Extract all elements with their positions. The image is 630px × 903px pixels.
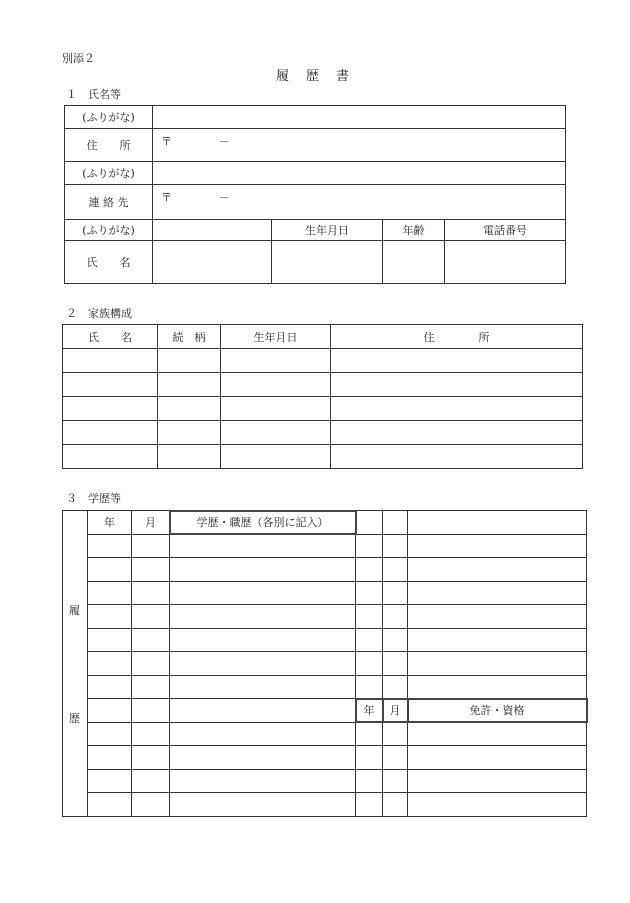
family-cell[interactable] <box>221 421 331 445</box>
table-row <box>63 769 587 793</box>
history-cell[interactable] <box>132 581 170 605</box>
license-cell[interactable] <box>383 746 408 770</box>
history-cell[interactable] <box>88 793 132 817</box>
table-row <box>63 373 583 397</box>
history-cell[interactable] <box>383 652 408 676</box>
table-row <box>63 581 587 605</box>
family-birthdate-header: 生年月日 <box>221 325 331 349</box>
postal-mark: 〒 <box>161 191 172 204</box>
history-cell[interactable] <box>356 558 383 582</box>
family-cell[interactable] <box>158 397 221 421</box>
history-cell[interactable] <box>88 699 132 723</box>
license-cell[interactable] <box>356 769 383 793</box>
family-cell[interactable] <box>221 397 331 421</box>
table-row <box>63 699 587 723</box>
history-cell[interactable] <box>356 675 383 699</box>
history-cell[interactable] <box>88 534 132 558</box>
history-cell[interactable] <box>356 511 383 535</box>
family-cell[interactable] <box>221 373 331 397</box>
license-month-header: 月 <box>383 699 408 723</box>
furigana-label: (ふりがな) <box>65 162 153 185</box>
history-cell[interactable] <box>132 793 170 817</box>
table-row <box>63 349 583 373</box>
history-side-label-top: 履 <box>69 604 80 617</box>
history-month-header: 月 <box>132 511 170 535</box>
family-cell[interactable] <box>158 445 221 469</box>
table-row <box>63 722 587 746</box>
family-cell[interactable] <box>331 349 583 373</box>
history-cell[interactable] <box>88 746 132 770</box>
history-cell[interactable] <box>383 534 408 558</box>
table-row <box>63 628 587 652</box>
license-cell[interactable] <box>383 722 408 746</box>
history-cell[interactable] <box>408 558 587 582</box>
family-name-header: 氏 名 <box>63 325 158 349</box>
history-cell[interactable] <box>132 746 170 770</box>
name-label: 氏 名 <box>65 241 153 284</box>
birthdate-input[interactable] <box>272 241 383 284</box>
history-cell[interactable] <box>88 675 132 699</box>
history-cell[interactable] <box>88 605 132 629</box>
history-cell[interactable] <box>408 605 587 629</box>
table-row <box>63 558 587 582</box>
table-row <box>63 421 583 445</box>
history-cell[interactable] <box>132 558 170 582</box>
section1-heading: １ 氏名等 <box>66 88 121 101</box>
license-cell[interactable] <box>356 793 383 817</box>
history-cell[interactable] <box>170 605 356 629</box>
address-label: 住 所 <box>65 129 153 162</box>
history-cell[interactable] <box>132 652 170 676</box>
family-cell[interactable] <box>63 421 158 445</box>
license-cell[interactable] <box>383 793 408 817</box>
history-cell[interactable] <box>170 769 356 793</box>
history-cell[interactable] <box>356 605 383 629</box>
history-cell[interactable] <box>408 581 587 605</box>
history-cell[interactable] <box>408 534 587 558</box>
family-cell[interactable] <box>221 445 331 469</box>
history-cell[interactable] <box>132 628 170 652</box>
table-row <box>63 746 587 770</box>
contact-label: 連 絡 先 <box>65 185 153 220</box>
age-input[interactable] <box>383 241 445 284</box>
family-table <box>62 324 583 469</box>
family-cell[interactable] <box>158 421 221 445</box>
family-cell[interactable] <box>63 397 158 421</box>
history-cell[interactable] <box>356 534 383 558</box>
family-relation-header: 続 柄 <box>158 325 221 349</box>
family-cell[interactable] <box>331 421 583 445</box>
age-header: 年齢 <box>383 220 445 241</box>
personal-info-table <box>64 105 566 284</box>
history-side-label-bottom: 歴 <box>69 712 80 725</box>
history-cell[interactable] <box>408 628 587 652</box>
license-cell[interactable] <box>408 722 587 746</box>
history-cell[interactable] <box>170 793 356 817</box>
page-title: 履 歴 書 <box>276 69 352 84</box>
license-year-header: 年 <box>356 699 383 723</box>
table-row <box>63 397 583 421</box>
postal-dash: － <box>219 191 230 204</box>
furigana-input[interactable] <box>153 106 566 129</box>
history-cell[interactable] <box>132 722 170 746</box>
history-cell[interactable] <box>170 675 356 699</box>
history-cell[interactable] <box>132 605 170 629</box>
license-header: 免許・資格 <box>408 699 587 723</box>
family-cell[interactable] <box>331 445 583 469</box>
family-cell[interactable] <box>63 373 158 397</box>
history-cell[interactable] <box>132 769 170 793</box>
history-content-header: 学歴・職歴（各別に記入） <box>170 511 356 535</box>
history-cell[interactable] <box>88 769 132 793</box>
history-cell[interactable] <box>356 628 383 652</box>
history-cell[interactable] <box>408 652 587 676</box>
family-cell[interactable] <box>63 349 158 373</box>
table-row <box>63 675 587 699</box>
postal-mark: 〒 <box>161 135 172 148</box>
history-side-cell <box>63 511 88 817</box>
section2-heading: ２ 家族構成 <box>66 307 132 320</box>
family-cell[interactable] <box>331 373 583 397</box>
history-cell[interactable] <box>132 699 170 723</box>
history-cell[interactable] <box>170 652 356 676</box>
furigana-input[interactable] <box>153 220 272 241</box>
history-cell[interactable] <box>170 699 356 723</box>
table-row <box>63 445 583 469</box>
history-cell[interactable] <box>383 605 408 629</box>
history-cell[interactable] <box>408 511 587 535</box>
history-cell[interactable] <box>132 675 170 699</box>
table-row <box>63 793 587 817</box>
phone-input[interactable] <box>445 241 566 284</box>
history-cell[interactable] <box>170 628 356 652</box>
table-row <box>63 605 587 629</box>
section3-heading: ３ 学歴等 <box>66 492 121 505</box>
history-cell[interactable] <box>356 581 383 605</box>
license-cell[interactable] <box>356 746 383 770</box>
family-cell[interactable] <box>63 445 158 469</box>
contact-input[interactable] <box>153 185 566 220</box>
history-cell[interactable] <box>88 722 132 746</box>
family-cell[interactable] <box>158 373 221 397</box>
history-cell[interactable] <box>383 581 408 605</box>
history-cell[interactable] <box>88 581 132 605</box>
history-cell[interactable] <box>383 511 408 535</box>
history-cell[interactable] <box>170 534 356 558</box>
license-cell[interactable] <box>408 746 587 770</box>
license-cell[interactable] <box>408 793 587 817</box>
license-cell[interactable] <box>356 722 383 746</box>
attachment-label: 別添２ <box>62 52 95 65</box>
address-input[interactable] <box>153 129 566 162</box>
history-cell[interactable] <box>88 558 132 582</box>
name-input[interactable] <box>153 241 272 284</box>
history-cell[interactable] <box>132 534 170 558</box>
history-cell[interactable] <box>170 722 356 746</box>
furigana-label: (ふりがな) <box>65 106 153 129</box>
birthdate-header: 生年月日 <box>272 220 383 241</box>
history-cell[interactable] <box>408 675 587 699</box>
history-table <box>62 510 587 817</box>
phone-header: 電話番号 <box>445 220 566 241</box>
license-cell[interactable] <box>383 769 408 793</box>
history-cell[interactable] <box>88 628 132 652</box>
family-cell[interactable] <box>221 349 331 373</box>
table-row <box>63 652 587 676</box>
furigana-input[interactable] <box>153 162 566 185</box>
table-row <box>63 534 587 558</box>
license-cell[interactable] <box>408 769 587 793</box>
furigana-label: (ふりがな) <box>65 220 153 241</box>
history-cell[interactable] <box>383 675 408 699</box>
history-cell[interactable] <box>88 652 132 676</box>
history-cell[interactable] <box>170 746 356 770</box>
history-cell[interactable] <box>383 628 408 652</box>
family-address-header: 住 所 <box>331 325 583 349</box>
postal-dash: － <box>219 135 230 148</box>
history-cell[interactable] <box>383 558 408 582</box>
family-cell[interactable] <box>158 349 221 373</box>
history-cell[interactable] <box>170 558 356 582</box>
family-cell[interactable] <box>331 397 583 421</box>
history-cell[interactable] <box>356 652 383 676</box>
history-year-header: 年 <box>88 511 132 535</box>
history-cell[interactable] <box>170 581 356 605</box>
